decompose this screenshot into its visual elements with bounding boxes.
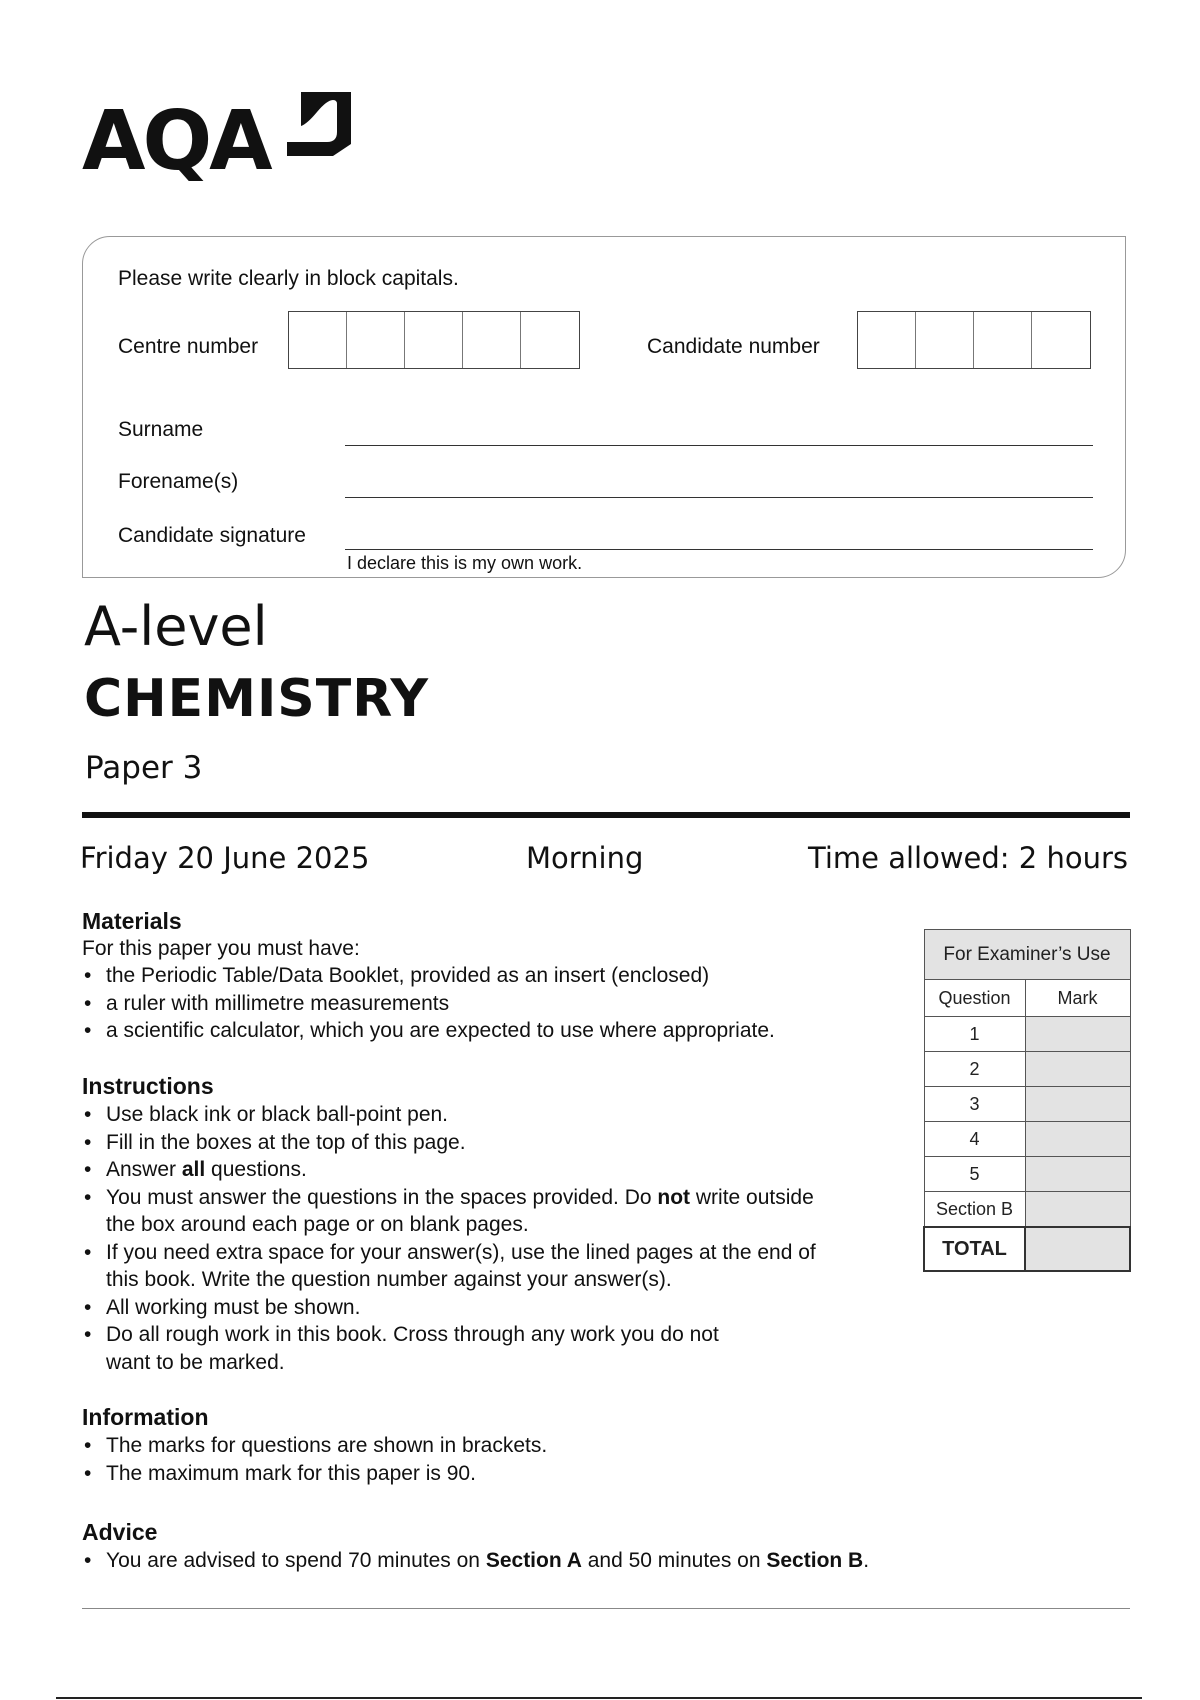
question-number: 5	[924, 1157, 1025, 1192]
mark-cell	[1025, 1192, 1130, 1228]
table-row	[924, 1157, 1130, 1192]
table-row	[924, 1017, 1130, 1052]
centre-digit-box[interactable]	[463, 312, 521, 368]
information-heading: Information	[82, 1404, 209, 1430]
signature-line[interactable]	[345, 549, 1093, 550]
information-list	[82, 1432, 547, 1487]
question-number: 2	[924, 1052, 1025, 1087]
exam-session: Morning	[526, 841, 644, 875]
table-row	[924, 1122, 1130, 1157]
question-number: 4	[924, 1122, 1025, 1157]
candidate-digit-box[interactable]	[1032, 312, 1090, 368]
time-allowed: Time allowed: 2 hours	[808, 841, 1128, 875]
declaration-text: I declare this is my own work.	[347, 553, 583, 573]
total-label: TOTAL	[924, 1227, 1025, 1271]
table-row	[924, 1087, 1130, 1122]
list-item: • Do all rough work in this book. Cross through any work you do not want to be marked.	[82, 1321, 816, 1376]
mark-cell	[1025, 1052, 1130, 1087]
examiners-use-title: For Examiner’s Use	[924, 930, 1130, 980]
footer-divider	[82, 1608, 1130, 1609]
list-item: • the Periodic Table/Data Booklet, provided as an insert (enclosed)	[82, 962, 775, 990]
advice-list	[82, 1547, 869, 1575]
list-item: • You are advised to spend 70 minutes on Section A and 50 minutes on Section B.	[82, 1547, 869, 1575]
list-item: • All working must be shown.	[82, 1294, 816, 1322]
centre-digit-box[interactable]	[289, 312, 347, 368]
total-mark-cell	[1025, 1227, 1130, 1271]
question-column-header: Question	[924, 980, 1025, 1017]
instructions-heading: Instructions	[82, 1073, 214, 1099]
table-row	[924, 1052, 1130, 1087]
mark-cell	[1025, 1087, 1130, 1122]
candidate-digit-box[interactable]	[858, 312, 916, 368]
block-capitals-instruction: Please write clearly in block capitals.	[118, 267, 459, 290]
list-item: • a scientific calculator, which you are expected to use where appropriate.	[82, 1017, 775, 1045]
question-number: Section B	[924, 1192, 1025, 1228]
advice-heading: Advice	[82, 1519, 158, 1545]
question-number: 1	[924, 1017, 1025, 1052]
centre-digit-box[interactable]	[521, 312, 579, 368]
mark-cell	[1025, 1157, 1130, 1192]
page-bottom-rule	[56, 1697, 1142, 1699]
surname-label: Surname	[118, 418, 204, 441]
aqa-logo-mark-icon	[287, 92, 351, 156]
paper-number: Paper 3	[85, 750, 203, 786]
candidate-number-field[interactable]	[857, 311, 1091, 369]
forenames-line[interactable]	[345, 497, 1093, 498]
list-item: • You must answer the questions in the spaces provided. Do not write outside the box around each page or on blank pages.	[82, 1184, 816, 1239]
list-item: • The marks for questions are shown in brackets.	[82, 1432, 547, 1460]
centre-digit-box[interactable]	[347, 312, 405, 368]
list-item: • Fill in the boxes at the top of this page.	[82, 1129, 816, 1157]
table-row	[924, 1192, 1130, 1228]
centre-number-field[interactable]	[288, 311, 580, 369]
instructions-list	[82, 1101, 816, 1376]
candidate-digit-box[interactable]	[974, 312, 1032, 368]
centre-number-label: Centre number	[118, 335, 259, 358]
materials-intro: For this paper you must have:	[82, 937, 360, 960]
surname-line[interactable]	[345, 445, 1093, 446]
candidate-number-label: Candidate number	[647, 335, 820, 358]
materials-list	[82, 962, 775, 1045]
subject-title: CHEMISTRY	[84, 669, 430, 729]
qualification-level: A-level	[84, 595, 268, 658]
signature-label: Candidate signature	[118, 524, 306, 547]
mark-cell	[1025, 1122, 1130, 1157]
list-item: • a ruler with millimetre measurements	[82, 990, 775, 1018]
candidate-details-box	[82, 236, 1126, 578]
list-item: • If you need extra space for your answer(s), use the lined pages at the end of this book. Write the question number against your answer(s).	[82, 1239, 816, 1294]
logo-text: AQA	[82, 94, 270, 189]
title-divider	[82, 812, 1130, 818]
list-item: • Answer all questions.	[82, 1156, 816, 1184]
materials-heading: Materials	[82, 908, 182, 934]
candidate-digit-box[interactable]	[916, 312, 974, 368]
centre-digit-box[interactable]	[405, 312, 463, 368]
list-item: • The maximum mark for this paper is 90.	[82, 1460, 547, 1488]
mark-cell	[1025, 1017, 1130, 1052]
exam-date: Friday 20 June 2025	[80, 841, 370, 875]
examiners-use-table	[923, 929, 1131, 1272]
forenames-label: Forename(s)	[118, 470, 239, 493]
mark-column-header: Mark	[1025, 980, 1130, 1017]
aqa-logo	[82, 92, 352, 192]
total-row	[924, 1227, 1130, 1271]
list-item: • Use black ink or black ball-point pen.	[82, 1101, 816, 1129]
question-number: 3	[924, 1087, 1025, 1122]
